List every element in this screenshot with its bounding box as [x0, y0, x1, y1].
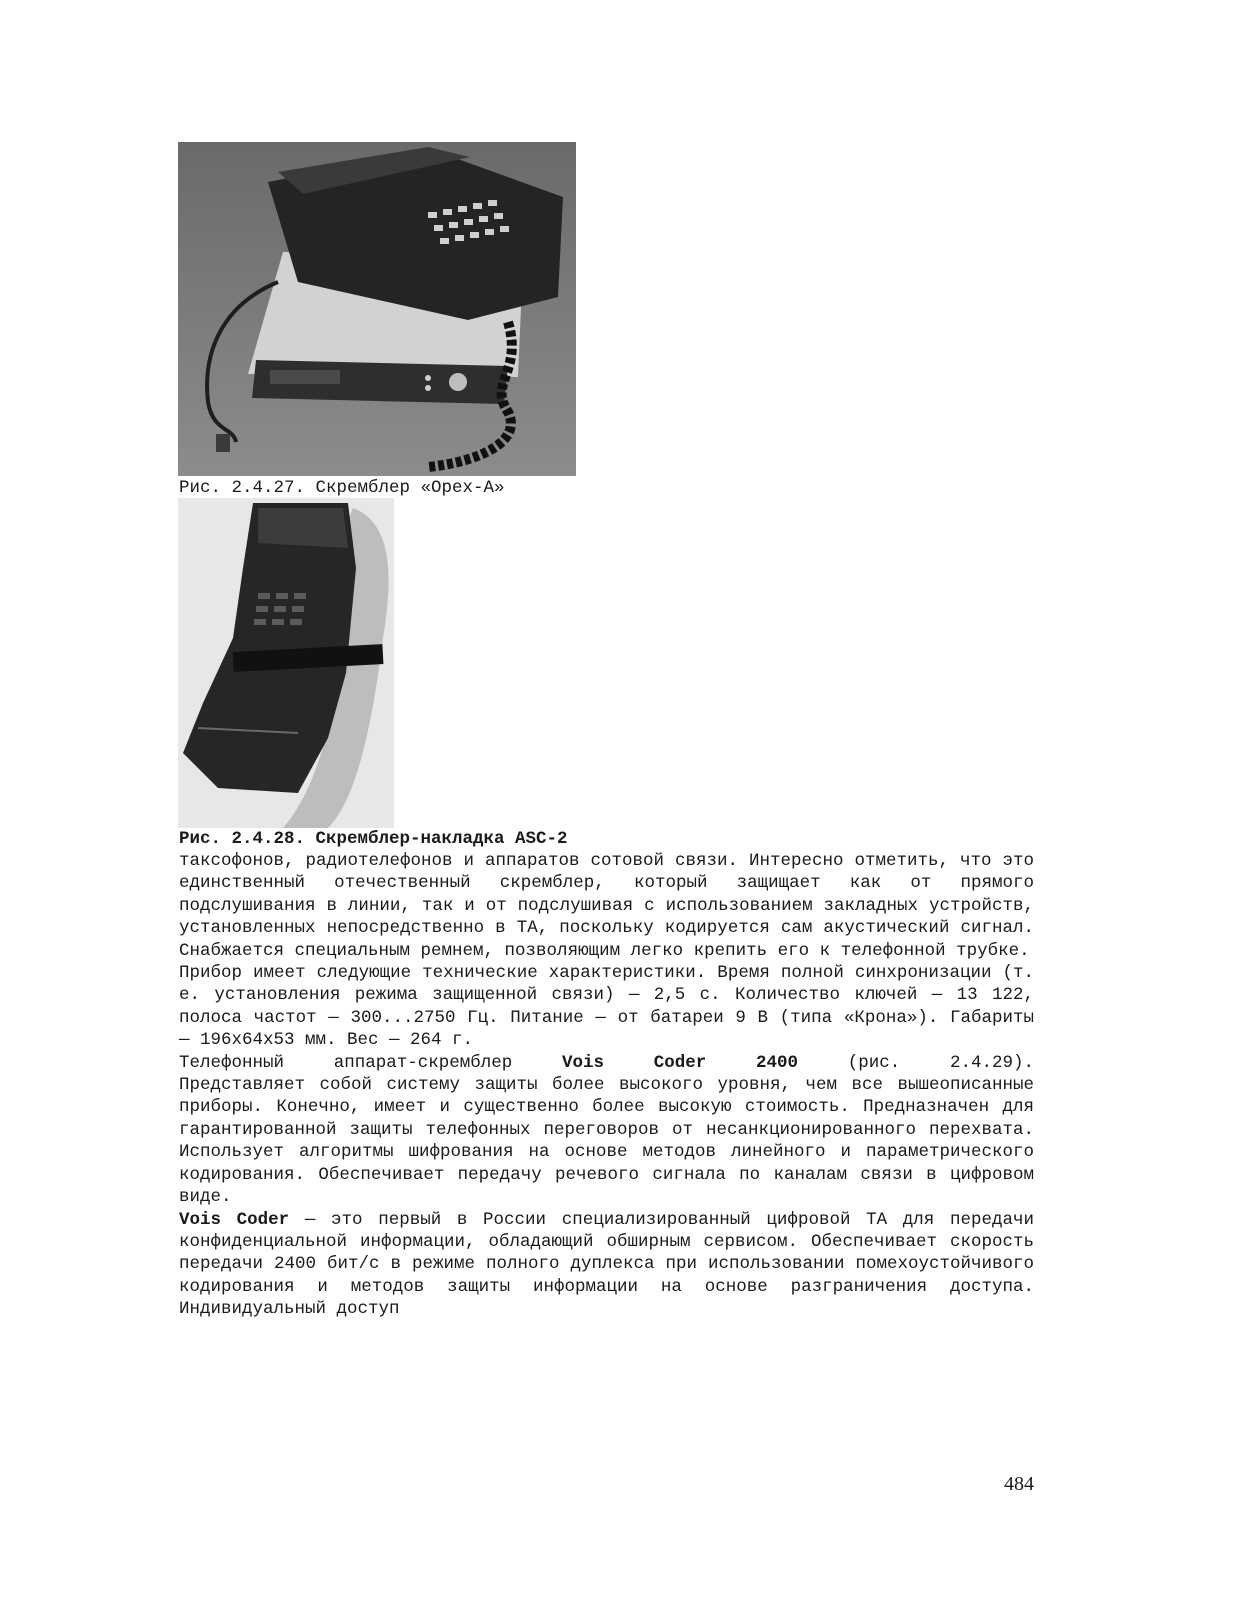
- figure-asc-2-photo: [178, 498, 394, 828]
- paragraph: [179, 1209, 1034, 1321]
- text-run: Телефонный аппарат-скремблер: [179, 1052, 563, 1073]
- telephone-scrambler-illustration: [178, 142, 576, 476]
- paragraph: Прибор имеет следующие технические характеристики. Время полной синхронизации (т. е. установления режима защищенной связи) — 2,5 с. Количество ключей — 13 122, полоса частот — 300...2750 Гц. Питание — от батареи 9 В (типа «Крона»). Габариты — 196x64x53 мм. Вес — 264 г.: [179, 963, 1034, 1051]
- body-text: [179, 850, 1034, 1321]
- product-name: Vois Coder: [179, 1209, 290, 1230]
- text-run: (рис. 2.4.29).: [798, 1052, 1034, 1073]
- paragraph: Представляет собой систему защиты более высокого уровня, чем все вышеописанные приборы. Конечно, имеет и существенно более высокую стоимость. Предназначен для гарантированной защиты телефонных переговоров от несанкционированного перехвата. Использует алгоритмы шифрования на основе методов линейного и параметрического кодирования. Обеспечивает передачу речевого сигнала по каналам связи в цифровом виде.: [179, 1075, 1034, 1208]
- paragraph: [179, 1052, 1034, 1074]
- paragraph: таксофонов, радиотелефонов и аппаратов сотовой связи. Интересно отметить, что это единственный отечественный скремблер, который защищает как от прямого подслушивания в линии, так и от подслушивая с использованием закладных устройств, установленных непосредственно в ТА, поскольку кодируется сам акустический сигнал. Снабжается специальным ремнем, позволяющим легко крепить его к телефонной трубке.: [179, 851, 1034, 961]
- page-number: 484: [1004, 1473, 1034, 1495]
- text-run: — это первый в России специализированный цифровой ТА для передачи конфиденциальной информации, обладающий обширным сервисом. Обеспечивает скорость передачи 2400 бит/с в режиме полного дуплекса при использовании помехоустойчивого кодирования и методов защиты информации на основе разграничения доступа. Индивидуальный доступ: [179, 1209, 1034, 1320]
- figure-orekh-a-photo: [178, 142, 576, 476]
- handset-scrambler-illustration: [178, 498, 394, 828]
- figure-caption-2-4-27: Рис. 2.4.27. Скремблер «Орех-А»: [179, 478, 505, 498]
- product-name: Vois Coder 2400: [562, 1052, 798, 1073]
- figure-caption-2-4-28: Рис. 2.4.28. Скремблер-накладка ASC-2: [179, 829, 568, 849]
